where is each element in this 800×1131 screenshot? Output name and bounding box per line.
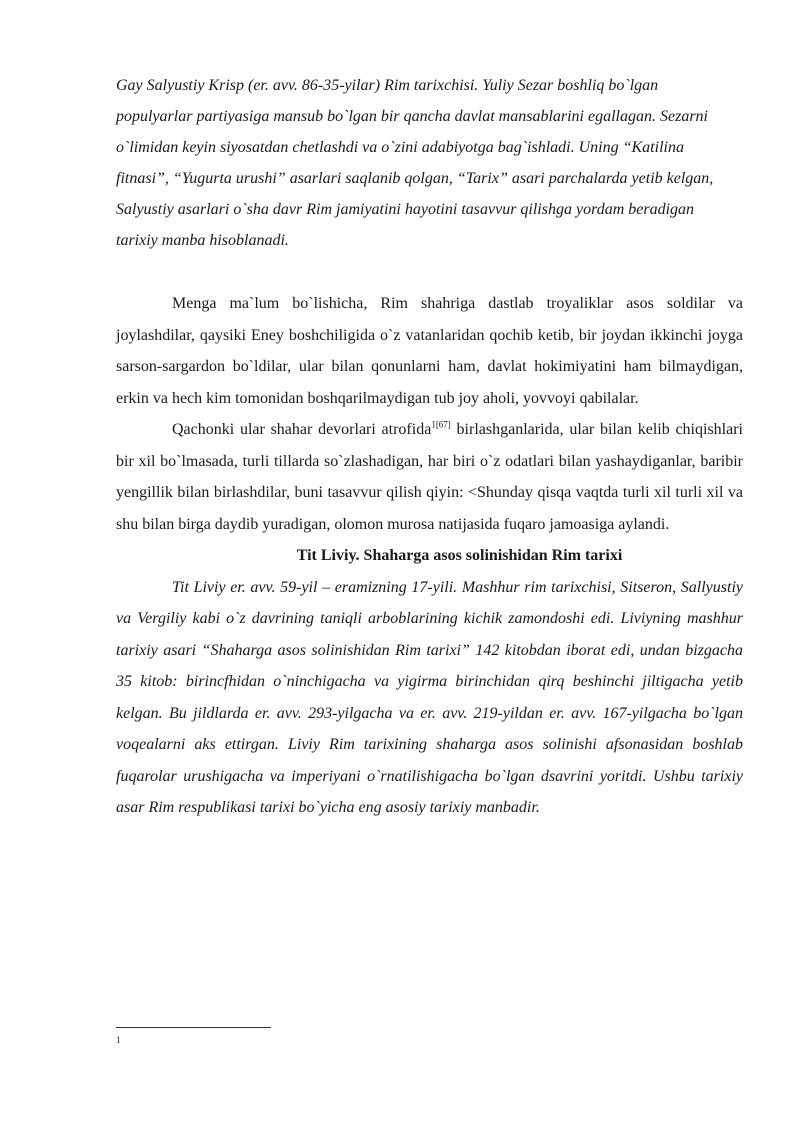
section-heading: Tit Liviy. Shaharga asos solinishidan Rim tarixi bbox=[296, 547, 623, 564]
intro-paragraph: Gay Salyustiy Krisp (er. avv. 86-35-yilar) Rim tarixchisi. Yuliy Sezar boshliq bo`lgan populyarlar partiyasiga mansub bo`lgan bir qancha davlat mansablarini egallagan. Sezarni o`limidan keyin siyosatdan chetlashdi va o`zini adabiyotga bag`ishladi. Uning “Katilina fitnasi”, “Yugurta urushi” asarlari saqlanib qolgan, “Tarix” asari parchalarda yetib kelgan, Salyustiy asarlari o`sha davr Rim jamiyatini hayotini tasavvur qilishga yordam beradigan tarixiy manba hisoblanadi. bbox=[116, 77, 714, 249]
paragraph-rim-founding: Menga ma`lum bo`lishicha, Rim shahriga dastlab troyaliklar asos soldilar va joylashdilar, qaysiki Eney boshchiligida o`z vatanlaridan qochib ketib, bir joydan ikkinchi joyga sarson-sargardon bo`ldilar, ular bilan qonunlarni ham, davlat hokimiyatini ham bilmaydigan, erkin va hech kim tomonidan boshqarilmaydigan tub joy aholi, yovvoyi qabilalar. bbox=[116, 295, 743, 407]
paragraph-city-walls bbox=[116, 414, 743, 540]
paragraph-tit-liviy: Tit Liviy er. avv. 59-yil – eramizning 17-yili. Mashhur rim tarixchisi, Sitseron, Sallyustiy va Vergiliy kabi o`z davrining taniqli arboblarining kichik zamondoshi edi. Liviyning mashhur tarixiy asari “Shaharga asos solinishidan Rim tarixi” 142 kitobdan iborat edi, undan bizgacha 35 kitob: birincfhidan o`ninchigacha va yigirma birinchidan qirq beshinchi jiltigacha yetib kelgan. Bu jildlarda er. avv. 293-yilgacha va er. avv. 219-yildan er. avv. 167-yilgacha bo`lgan voqealarni aks ettirgan. Liviy Rim tarixining shaharga asos solinishi afsonasidan boshlab fuqarolar urushigacha va imperiyani o`rnatilishigacha bo`lgan dsavrini yoritdi. Ushbu tarixiy asar Rim respublikasi tarixi bo`yicha eng asosiy tarixiy manbadir. bbox=[116, 578, 743, 816]
footnote-divider bbox=[116, 1027, 271, 1028]
paragraph-city-walls-start: Qachonki ular shahar devorlari atrofida bbox=[172, 421, 432, 438]
document-page bbox=[116, 70, 743, 824]
footnote-number: 1 bbox=[116, 1035, 121, 1045]
paragraph-gap bbox=[116, 256, 743, 288]
footnote-reference[interactable]: 1[67] bbox=[431, 419, 451, 430]
paragraph-city-walls-rest: birlashganlarida, ular bilan kelib chiqishlari bir xil bo`lmasada, turli tillarda so`zlashadigan, har biri o`z odatlari bilan yashaydiganlar, baribir yengillik bilan birlashdilar, buni tasavvur qilish qiyin: <Shunday qisqa vaqtda turli xil turli xil va shu bilan birga daydib yuradigan, olomon murosa natijasida fuqaro jamoasiga aylandi. bbox=[116, 421, 743, 533]
